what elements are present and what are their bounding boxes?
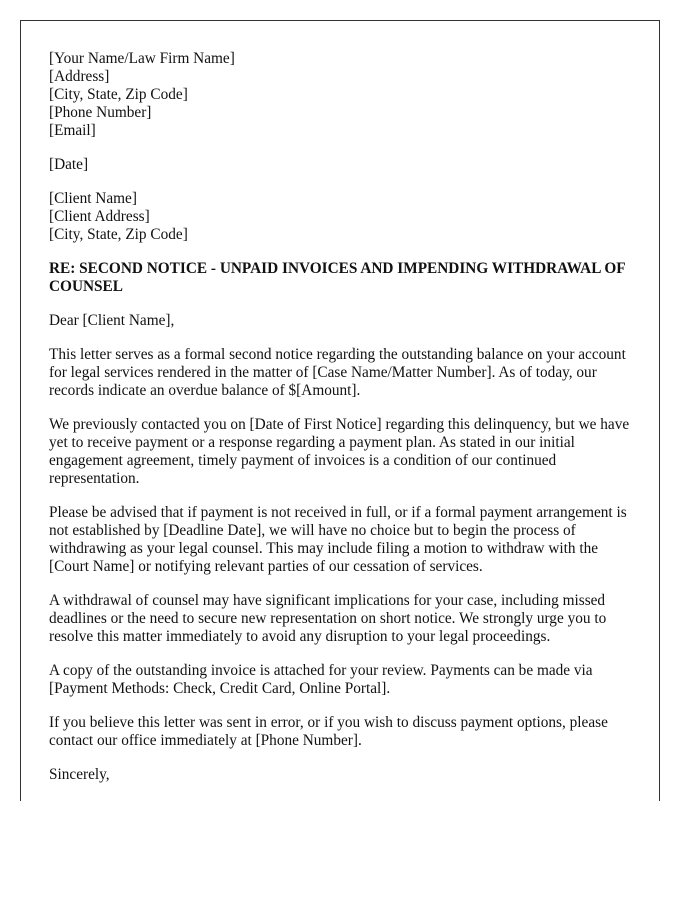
salutation: Dear [Client Name],: [49, 312, 175, 329]
body-paragraph: This letter serves as a formal second notice regarding the outstanding balance on your account for legal services rendered in the matter of [Case Name/Matter Number]. As of today, our records indicate an overdue balance of $[Amount].: [49, 346, 626, 399]
recipient-name: [Client Name]: [49, 190, 137, 207]
sender-city: [City, State, Zip Code]: [49, 86, 188, 103]
subject-line: RE: SECOND NOTICE - UNPAID INVOICES AND IMPENDING WITHDRAWAL OF COUNSEL: [49, 260, 626, 295]
recipient-city: [City, State, Zip Code]: [49, 226, 188, 243]
body-paragraph: Please be advised that if payment is not received in full, or if a formal payment arrangement is not established by [Deadline Date], we will have no choice but to begin the process of withdrawing as your legal counsel. This may include filing a motion to withdraw with the [Court Name] or notifying relevant parties of our cessation of services.: [49, 504, 627, 575]
letter-page: [20, 20, 660, 801]
body-paragraph: A withdrawal of counsel may have significant implications for your case, including missed deadlines or the need to secure new representation on short notice. We strongly urge you to resolve this matter immediately to avoid any disruption to your legal proceedings.: [49, 592, 607, 645]
sender-name: [Your Name/Law Firm Name]: [49, 50, 235, 67]
body-paragraph: We previously contacted you on [Date of First Notice] regarding this delinquency, but we have yet to receive payment or a response regarding a payment plan. As stated in our initial engagement agreement, timely payment of invoices is a condition of our continued representation.: [49, 416, 630, 487]
body-paragraph: If you believe this letter was sent in error, or if you wish to discuss payment options, please contact our office immediately at [Phone Number].: [49, 714, 608, 749]
body-paragraph: A copy of the outstanding invoice is attached for your review. Payments can be made via [Payment Methods: Check, Credit Card, Online Portal].: [49, 662, 593, 697]
recipient-address: [49, 190, 633, 244]
recipient-street: [Client Address]: [49, 208, 150, 225]
sender-street: [Address]: [49, 68, 110, 85]
sender-email: [Email]: [49, 122, 96, 139]
sender-phone: [Phone Number]: [49, 104, 152, 121]
closing: Sincerely,: [49, 766, 110, 783]
sender-address: [49, 50, 633, 140]
letter-date: [Date]: [49, 156, 89, 173]
